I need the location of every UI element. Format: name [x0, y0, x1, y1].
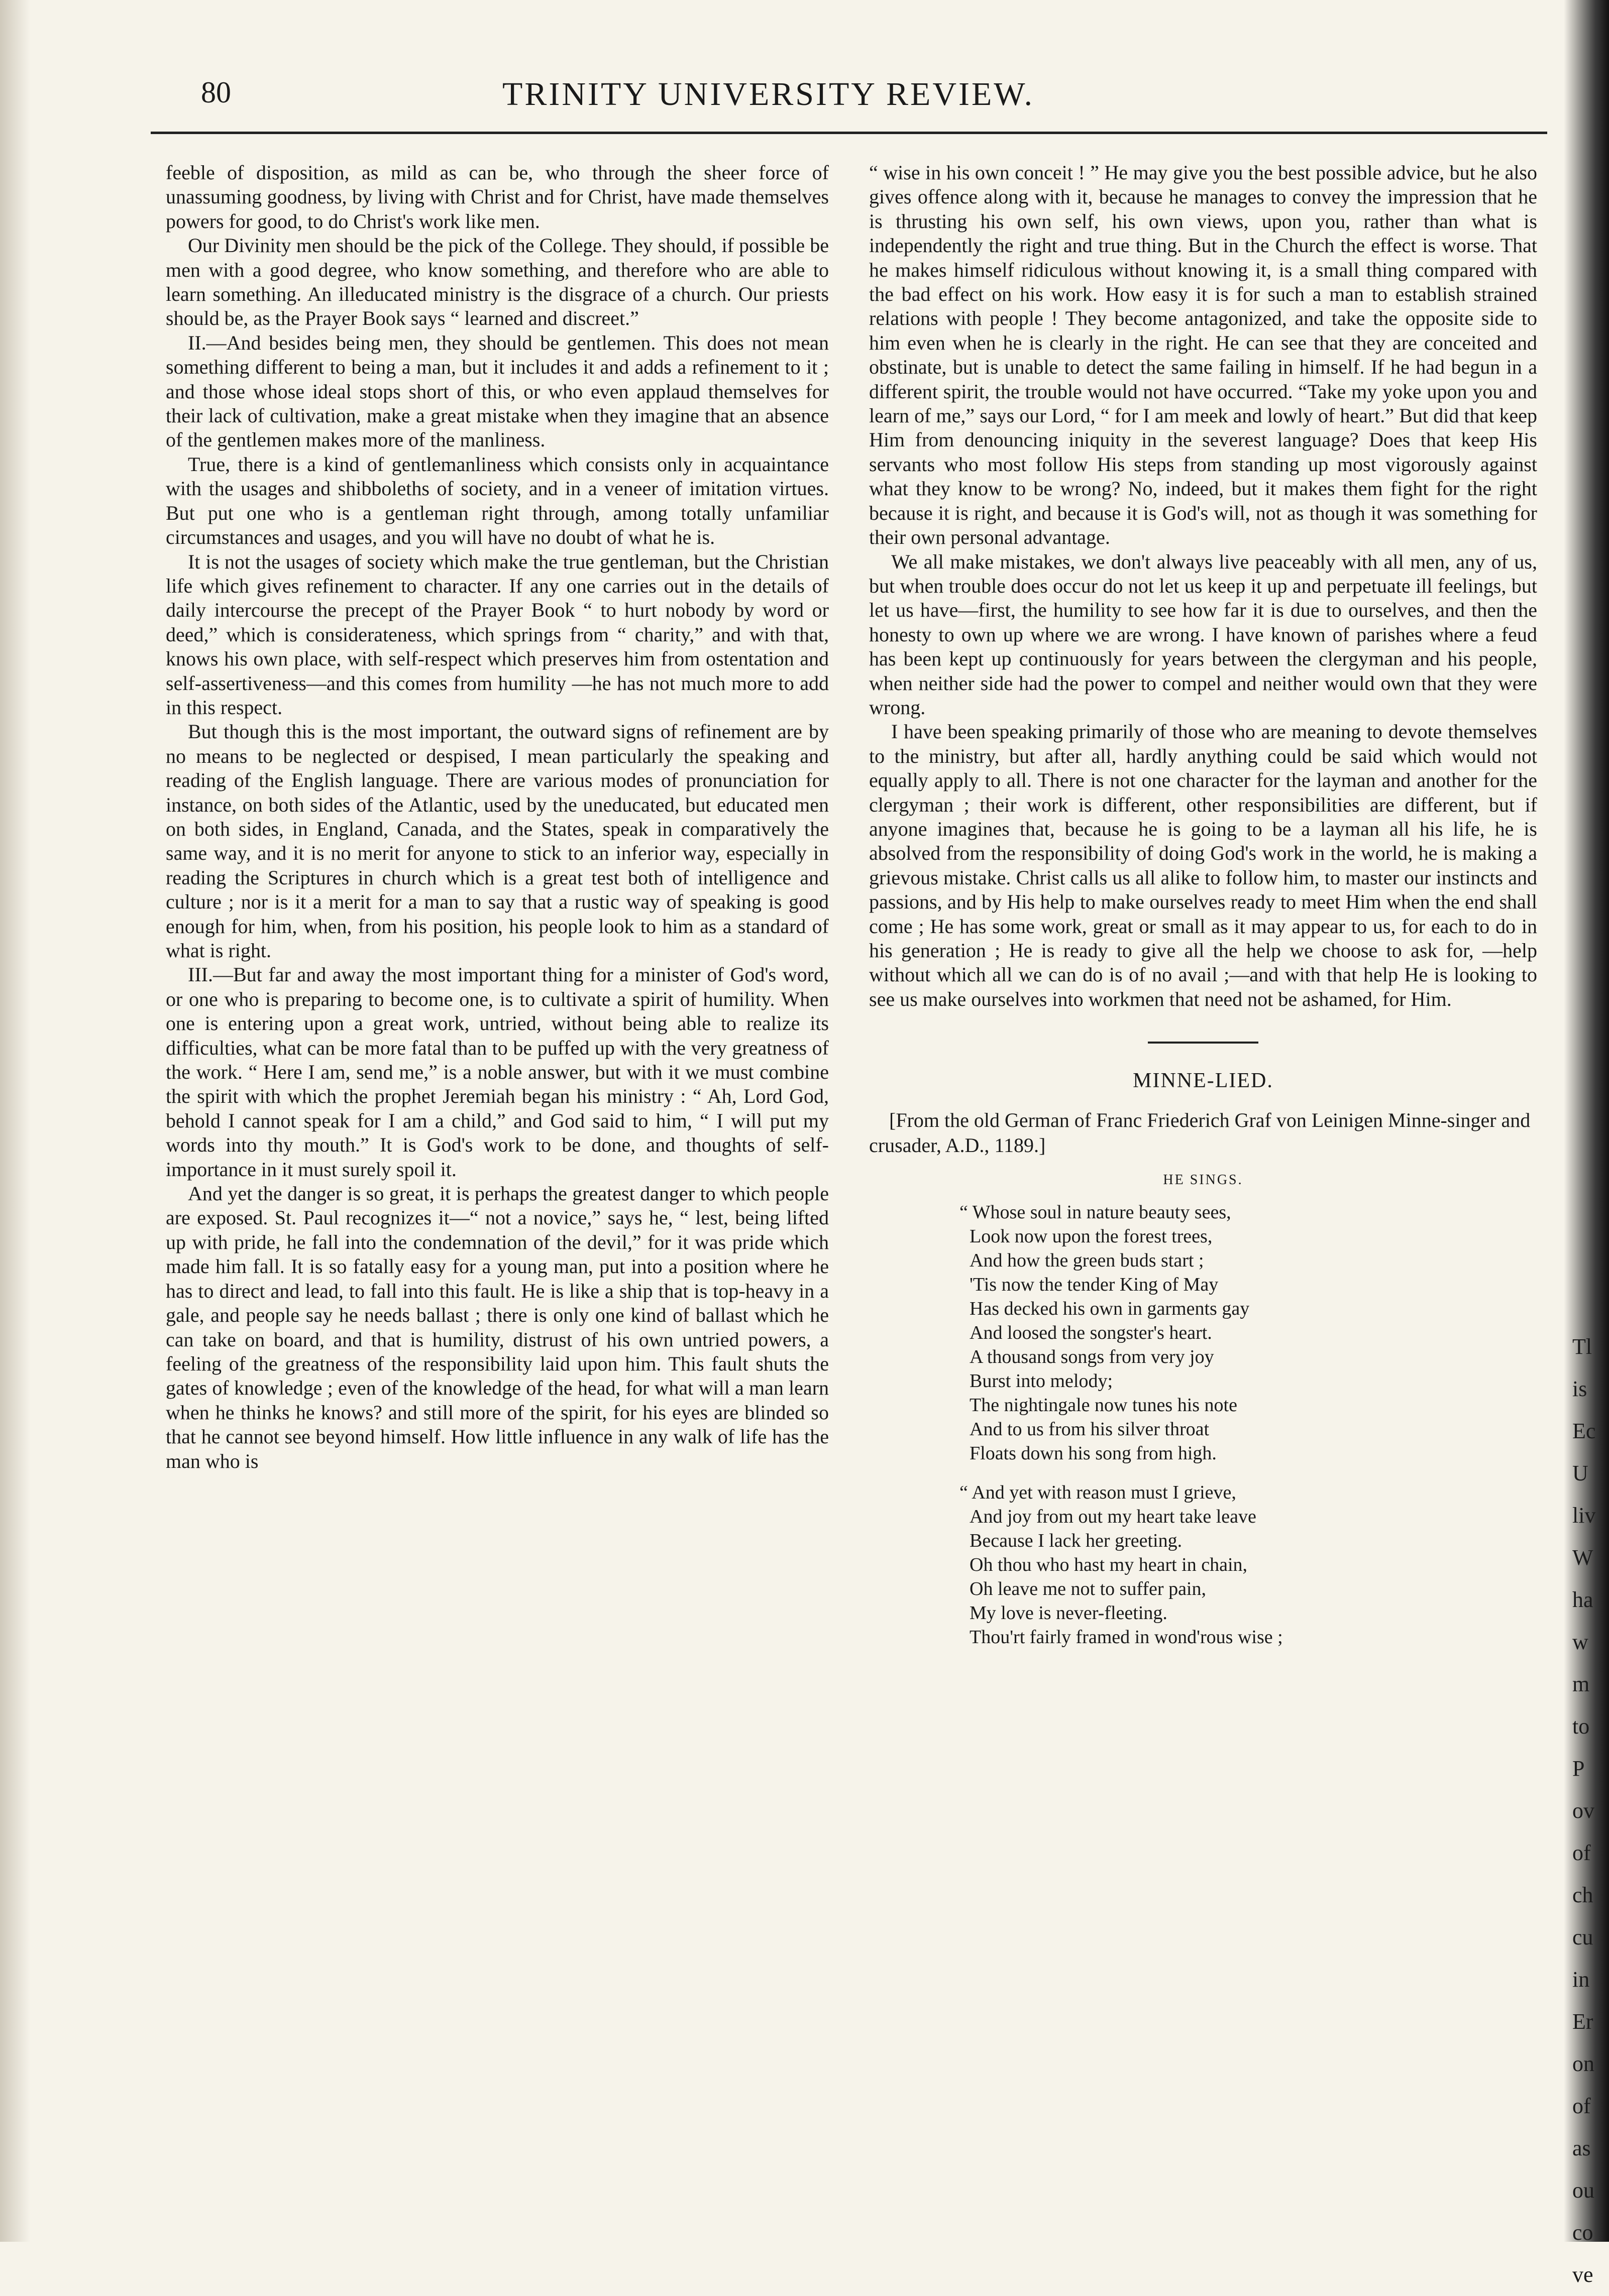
margin-fragment: liv	[1572, 1503, 1596, 1528]
poem-line: Has decked his own in garments gay	[970, 1298, 1250, 1320]
margin-fragment: ov	[1572, 1798, 1594, 1823]
margin-fragment: ch	[1572, 1883, 1593, 1907]
poem-line: And how the green buds start ;	[970, 1250, 1204, 1272]
paragraph: And yet the danger is so great, it is perhaps the greatest danger to which people are exposed. St. Paul recognizes it—“ not a novice,” says he, “ lest, being lifted up with pride, he fall into the condemnation of the devil,” for it was pride which made him fall. It is so fatally easy for a young man, put into a position where he has to direct and lead, to fall into this fault. He is like a ship that is top-heavy in a gale, and people say he needs ballast ; there is only one kind of ballast which he can take on board, and that is humility, distrust of his own untried powers, a feeling of the greatness of the responsibility laid upon him. This fault shuts the gates of knowledge ; even of the knowledge of the head, for what will a man learn when he thinks he knows? and still more of the spirit, for his eyes are blinded so that he cannot see beyond himself. How little influence in any walk of life has the man who is	[166, 1182, 829, 1472]
poem-subheading: HE SINGS.	[1163, 1172, 1243, 1188]
paragraph: I have been speaking primarily of those who are meaning to devote themselves to the ministry, but after all, hardly anything could be said which would not equally apply to all. There is not one character for the layman and another for the clergyman ; their work is different, other responsibilities are different, but if anyone imagines that, because he is going to be a layman all his life, he is absolved from the responsibility of doing God's work in the world, he is making a grievous mistake. Christ calls us all alike to follow him, to master our instincts and passions, and by His help to make ourselves ready to meet Him when the end shall come ; He has some work, great or small as it may appear to us, for each to do in his generation ; He is ready to give all the help we choose to ask for, —help without which all we can do is of no avail ;—and with that help He is looking to see us make ourselves into workmen that need not be ashamed, for Him.	[869, 720, 1537, 1010]
poem-line: Oh leave me not to suffer pain,	[970, 1578, 1206, 1600]
running-title: TRINITY UNIVERSITY REVIEW.	[502, 76, 1035, 112]
header-rule	[151, 132, 1547, 134]
margin-fragment: ha	[1572, 1587, 1593, 1612]
margin-fragment: ve	[1572, 2262, 1593, 2287]
paragraph: “ wise in his own conceit ! ” He may give you the best possible advice, but he also gives offence along with it, because he manages to convey the impression that he is thrusting his own self, his own views, upon you, rather than what is independently the right and true thing. But in the Church the effect is worse. That he makes himself ridiculous without knowing it, is a small thing compared with the bad effect on his work. How easy it is for such a man to establish strained relations with people ! They become antagonized, and take the opposite side to him even when he is clearly in the right. He can see that they are conceited and obstinate, but is unable to detect the same failing in himself. If he had begun in a different spirit, the trouble would not have occurred. “Take my yoke upon you and learn of me,” says our Lord, “ for I am meek and lowly of heart.” But did that keep Him from denouncing iniquity in the severest language? Does that keep His servants who most follow His steps from standing up most vigorously against what they know to be wrong? No, indeed, but it makes them fight for the right because it is right, and because it is God's will, not as though it was something for their own personal advantage.	[869, 161, 1537, 549]
poem-line: And to us from his silver throat	[970, 1419, 1210, 1440]
margin-fragment: U	[1572, 1461, 1588, 1485]
poem-source-note: [From the old German of Franc Friederich Graf von Leinigen Minne-singer and crusader, A.D., 1189.]	[869, 1109, 1531, 1157]
margin-fragment: Er	[1572, 2009, 1593, 2034]
paragraph: Our Divinity men should be the pick of the College. They should, if possible be men with a good degree, who know something, and therefore who are able to learn something. An illeducated ministry is the disgrace of a church. Our priests should be, as the Prayer Book says “ learned and discreet.”	[166, 234, 829, 330]
margin-fragment: Tl	[1572, 1334, 1592, 1359]
poem-stanza	[959, 1200, 1537, 1465]
page-header	[151, 75, 1547, 131]
paragraph: True, there is a kind of gentlemanliness which consists only in acquaintance with the usages and shibboleths of society, and in a veneer of imitation virtues. But put one who is a gentleman right through, among totally unfamiliar circumstances and usages, and you will have no doubt of what he is.	[166, 452, 829, 549]
margin-fragment: P	[1572, 1756, 1585, 1781]
margin-fragment: of	[1572, 2094, 1591, 2118]
page-number: 80	[201, 76, 231, 109]
page-left-shadow	[0, 0, 30, 2242]
margin-fragment: as	[1572, 2136, 1591, 2160]
margin-fragment: to	[1572, 1714, 1590, 1739]
poem-line: Oh thou who hast my heart in chain,	[970, 1554, 1248, 1576]
poem-line: Floats down his song from high.	[970, 1443, 1217, 1464]
margin-fragment: Ec	[1572, 1419, 1596, 1443]
margin-fragment: cu	[1572, 1925, 1593, 1949]
margin-fragment: W	[1572, 1545, 1593, 1570]
poem-line: 'Tis now the tender King of May	[970, 1274, 1219, 1296]
paragraph: II.—And besides being men, they should be gentlemen. This does not mean something different to being a man, but it includes it and adds a refinement to it ; and those whose ideal stops short of this, or who even applaud themselves for their lack of cultivation, make a great mistake when they imagine that an absence of the gentlemen makes more of the manliness.	[166, 331, 829, 451]
right-column	[869, 161, 1537, 1664]
paragraph: But though this is the most important, the outward signs of refinement are by no means to be neglected or despised, I mean particularly the speaking and reading of the English language. There are various modes of pronunciation for instance, on both sides of the Atlantic, used by the uneducated, but educated men on both sides, in England, Canada, and the States, speak in comparatively the same way, and it is no merit for anyone to stick to an inferior way, especially in reading the Scriptures in church which is a great test both of intelligence and culture ; nor is it a merit for a man to say that a rustic way of speaking is good enough for him, when, from his position, his people look to him as a standard of what is right.	[166, 720, 829, 962]
margin-fragment: co	[1572, 2220, 1593, 2245]
paragraph: III.—But far and away the most important thing for a minister of God's word, or one who is preparing to become one, is to cultivate a spirit of humility. When one is entering upon a great work, untried, without being able to realize its difficulties, what can be more fatal than to be puffed up with the very greatness of the work. “ Here I am, send me,” is a noble answer, but with it we must combine the spirit with which the prophet Jeremiah began his ministry : “ Ah, Lord God, behold I cannot speak for I am a child,” and God said to him, “ I will put my words into thy mouth.” It is God's work to be done, and thoughts of self-importance in it must surely spoil it.	[166, 963, 829, 1181]
poem-line: And joy from out my heart take leave	[970, 1506, 1256, 1528]
poem-line: Look now upon the forest trees,	[970, 1226, 1213, 1247]
poem-line: “ Whose soul in nature beauty sees,	[959, 1202, 1231, 1223]
poem-line: Burst into melody;	[970, 1370, 1113, 1392]
poem-line: My love is never-fleeting.	[970, 1602, 1167, 1624]
margin-fragment: on	[1572, 2051, 1594, 2076]
poem-line: The nightingale now tunes his note	[970, 1395, 1237, 1416]
poem-line: Because I lack her greeting.	[970, 1530, 1183, 1552]
margin-fragment: of	[1572, 1841, 1591, 1865]
section-separator	[1148, 1042, 1258, 1044]
paragraph: feeble of disposition, as mild as can be, who through the sheer force of unassuming goodness, by living with Christ and for Christ, have made themselves powers for good, to do Christ's work like men.	[166, 161, 829, 233]
margin-fragment: ou	[1572, 2178, 1594, 2203]
poem-title: MINNE-LIED.	[1133, 1069, 1273, 1093]
paragraph: We all make mistakes, we don't always live peaceably with all men, any of us, but when trouble does occur do not let us keep it up and perpetuate ill feelings, but let us have—first, the humility to see how far it is due to ourselves, and then the honesty to own up where we are wrong. I have known of parishes where a feud has been kept up continuously for years between the clergyman and his people, when neither side had the power to compel and neither would own that they were wrong.	[869, 550, 1537, 719]
poem-line: “ And yet with reason must I grieve,	[959, 1482, 1236, 1504]
poem-line: And loosed the songster's heart.	[970, 1322, 1212, 1344]
poem-stanza	[959, 1480, 1537, 1649]
paragraph: It is not the usages of society which make the true gentleman, but the Christian life which gives refinement to character. If any one carries out in the details of daily intercourse the precept of the Prayer Book “ to hurt nobody by word or deed,” which is considerateness, which springs from “ charity,” and with that, knows his own place, with self-respect which preserves him from ostentation and self-assertiveness—and this comes from humility —he has not much more to add in this respect.	[166, 550, 829, 719]
adjacent-page-fragments	[1572, 1326, 1602, 2296]
margin-fragment: in	[1572, 1967, 1590, 1992]
poem-line: A thousand songs from very joy	[970, 1346, 1214, 1368]
poem-line: Thou'rt fairly framed in wond'rous wise ;	[970, 1627, 1283, 1648]
margin-fragment: is	[1572, 1376, 1587, 1401]
margin-fragment: m	[1572, 1672, 1590, 1696]
left-column	[166, 161, 829, 1473]
margin-fragment: w	[1572, 1630, 1588, 1654]
